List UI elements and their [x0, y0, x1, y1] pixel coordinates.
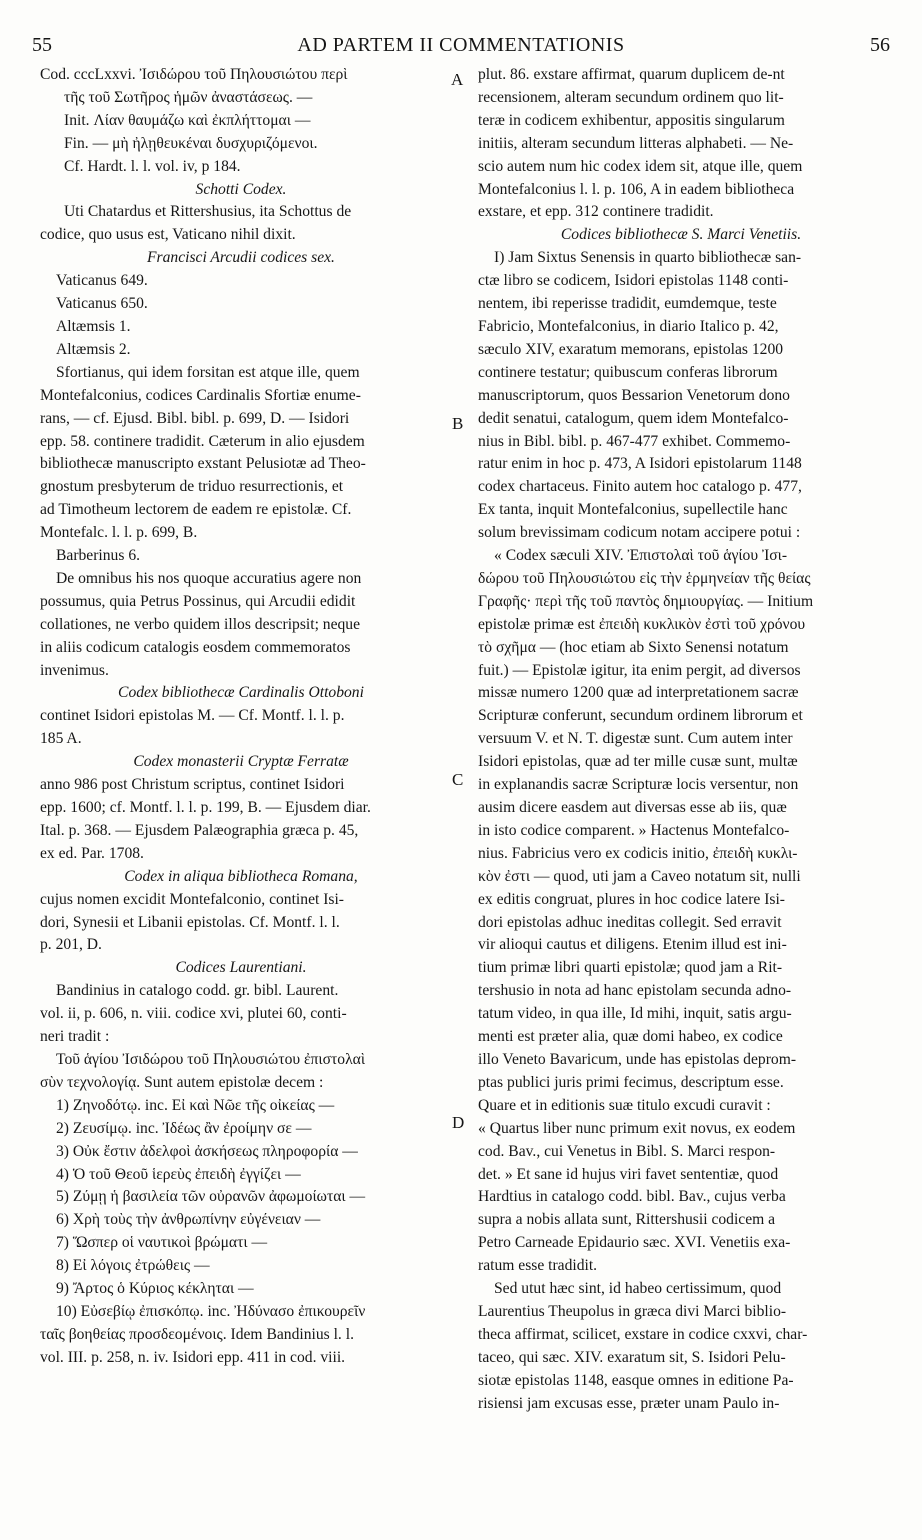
- text-line: Laurentius Theupolus in græca divi Marci biblio-: [478, 1302, 787, 1320]
- text-line: cujus nomen excidit Montefalconio, continet Isi-: [40, 890, 345, 908]
- text-line: in explanandis sacræ Scripturæ locis versentur, non: [478, 776, 799, 794]
- text-line: dedit senatui, catalogum, quem idem Montefalco-: [478, 409, 789, 427]
- text-line: epistolæ primæ est ἐπειδὴ κυκλικὸν ἐστὶ τοῦ χρόνου: [478, 615, 806, 633]
- text-line: ausim dicere easdem aut diversas esse ab iis, quæ: [478, 799, 787, 816]
- text-line: Montefalconius l. l. p. 106, A in eadem bibliotheca: [478, 180, 795, 198]
- text-line: τῆς τοῦ Σωτῆρος ἡμῶν ἀναστάσεως. —: [64, 88, 313, 106]
- left-page-number: 55: [32, 34, 52, 56]
- text-line: neri tradit :: [40, 1028, 110, 1046]
- text-line: κὸν ἐστι — quod, uti jam a Caveo notatum sit, nulli: [478, 867, 801, 885]
- text-line: ptas publici juris primi fecimus, descriptum esse.: [478, 1073, 784, 1091]
- text-line: 185 A.: [40, 730, 82, 748]
- right-page-number: 56: [870, 34, 890, 56]
- text-line: menti est præter alia, quæ domi habeo, ex codice: [478, 1028, 783, 1046]
- text-line: Cod. cccLxxvi. Ἰσιδώρου τοῦ Πηλουσιώτου περὶ: [40, 66, 348, 83]
- list-item: 3) Οὐκ ἔστιν ἀδελφοὶ ἀσκήσεως πληροφορία —: [56, 1142, 358, 1160]
- text-line: nentem, ibi reperisse tradidit, eumdemque, teste: [478, 295, 777, 313]
- text-line: Bandinius in catalogo codd. gr. bibl. Laurent.: [56, 982, 339, 1000]
- text-line: taceo, qui sæc. XIV. exaratum sit, S. Isidori Pelu-: [478, 1348, 786, 1366]
- text-line: Vaticanus 650.: [56, 295, 148, 313]
- text-line: anno 986 post Christum scriptus, continet Isidori: [40, 776, 345, 794]
- list-item: 7) Ὥσπερ οἱ ναυτικοὶ βρώματι —: [56, 1234, 268, 1252]
- text-line: Hardtius in catalogo codd. bibl. Bav., cujus verba: [478, 1188, 786, 1206]
- text-line: vir alioqui cautus et diligens. Etenim illud est ini-: [478, 936, 787, 954]
- text-line: versuum V. et N. T. digestæ sunt. Cum autem inter: [478, 730, 793, 748]
- text-line: theca affirmat, scilicet, exstare in codice cxxvi, char-: [478, 1325, 808, 1343]
- text-line: tatum video, in qua ille, Id mihi, inquit, satis argu-: [478, 1005, 792, 1023]
- list-item: 4) Ὁ τοῦ Θεοῦ ἱερεὺς ἐπειδὴ ἐγγίζει —: [56, 1165, 301, 1183]
- section-heading: Codices bibliothecæ S. Marci Venetiis.: [560, 226, 802, 244]
- text-line: supra a nobis allata sunt, Rittershusii codicem a: [478, 1211, 776, 1229]
- text-line: plut. 86. exstare affirmat, quarum duplicem de-nt: [478, 66, 785, 83]
- list-item: 2) Ζευσίμῳ. inc. Ἰδέως ἂν ἐροίμην σε —: [56, 1119, 312, 1137]
- text-line: Sfortianus, qui idem forsitan est atque ille, quem: [56, 363, 360, 381]
- list-item: 8) Εἰ λόγοις ἐτρώθεις —: [56, 1257, 210, 1275]
- text-line: vol. ii, p. 606, n. viii. codice xvi, plutei 60, conti-: [40, 1005, 347, 1023]
- text-line: δώρου τοῦ Πηλουσιώτου εἰς τὴν ἑρμηνείαν τῆς θείας: [478, 569, 811, 587]
- text-line: rans, — cf. Ejusd. Bibl. bibl. p. 699, D. — Isidori: [40, 409, 350, 427]
- text-line: Barberinus 6.: [56, 547, 141, 565]
- text-line: Altæmsis 2.: [56, 340, 131, 358]
- text-line: Fin. — μὴ ἠλῃθευκέναι δυσχυριζόμενοι.: [64, 134, 318, 152]
- text-line: initiis, alteram secundum litteras alphabeti. — Ne-: [478, 134, 794, 152]
- text-line: dori epistolas adhuc ineditas collegit. Sed erravit: [478, 913, 782, 931]
- text-line: possumus, quia Petrus Possinus, qui Arcudii edidit: [40, 592, 356, 610]
- text-line: Vaticanus 649.: [56, 272, 148, 290]
- text-line: dori, Synesii et Libanii epistolas. Cf. Montf. l. l.: [40, 913, 340, 931]
- text-line: tershusio in nota ad hanc epistolam secunda adno-: [478, 982, 792, 1000]
- list-item: 10) Εὐσεβίῳ ἐπισκόπῳ. inc. Ἠδύνασο ἐπικουρεῖν: [56, 1302, 366, 1320]
- text-line: continere testatur; quibuscum conferas librorum: [478, 363, 778, 381]
- text-line: Ital. p. 368. — Ejusdem Palæographia græca p. 45,: [40, 821, 359, 839]
- text-line: ταῖς βοηθείας προσδεομένοις. Idem Bandinius l. l.: [40, 1325, 354, 1343]
- section-heading: Francisci Arcudii codices sex.: [147, 249, 335, 267]
- text-line: Isidori epistolas, quæ ad ter mille cusæ sunt, multæ: [478, 753, 798, 771]
- text-line: Scripturæ conferunt, secundum ordinem librorum et: [478, 707, 803, 725]
- text-line: cod. Bav., cui Venetus in Bibl. S. Marci respon-: [478, 1142, 776, 1160]
- text-line: τὸ σχῆμα — (hoc etiam ab Sixto Senensi notatum: [478, 638, 789, 656]
- text-line: epp. 1600; cf. Montf. l. l. p. 199, B. — Ejusdem diar.: [40, 799, 371, 816]
- section-heading: Codices Laurentiani.: [175, 959, 307, 977]
- text-line: Uti Chatardus et Rittershusius, ita Schottus de: [64, 203, 352, 221]
- right-column: [478, 64, 884, 1415]
- text-line: Montefalc. l. l. p. 699, B.: [40, 524, 198, 542]
- text-line: manuscriptorum, quos Bessarion Venetorum dono: [478, 386, 790, 404]
- text-line: scio autem num hic codex idem sit, atque ille, quem: [478, 157, 803, 175]
- list-item: 5) Ζύμῃ ἡ βασιλεία τῶν οὐρανῶν ἀφωμοίωται —: [56, 1188, 366, 1206]
- text-line: De omnibus his nos quoque accuratius agere non: [56, 569, 362, 587]
- section-heading: Codex monasterii Cryptæ Ferratæ: [133, 753, 349, 771]
- list-item: 1) Ζηνοδότῳ. inc. Εἰ καὶ Νῶε τῆς οἰκείας —: [56, 1096, 335, 1114]
- text-line: ex editis congruat, plures in hoc codice latere Isi-: [478, 890, 785, 908]
- text-line: in isto codice comparent. » Hactenus Montefalco-: [478, 821, 790, 839]
- section-heading: Schotti Codex.: [195, 180, 287, 198]
- text-line: solum brevissimam codicum notam accipere potui :: [478, 524, 801, 542]
- text-line: bibliothecæ manuscripto exstant Pelusiotæ ad Theo-: [40, 455, 366, 473]
- text-line: Ex tanta, inquit Montefalconius, supellectile hanc: [478, 501, 788, 519]
- margin-marker-d: D: [452, 1113, 465, 1132]
- text-line: ctæ libro se codicem, Isidori epistolas 1148 conti-: [478, 272, 789, 290]
- section-heading: Codex bibliothecæ Cardinalis Ottoboni: [118, 684, 364, 702]
- text-line: ratur enim in hoc p. 473, A Isidori epistolarum 1148: [478, 455, 802, 473]
- text-line: gnostum presbyterum de triduo resurrectionis, et: [40, 478, 344, 496]
- text-line: continet Isidori epistolas M. — Cf. Montf. l. l. p.: [40, 707, 345, 725]
- text-line: « Quartus liber nunc primum exit novus, ex eodem: [478, 1119, 796, 1137]
- text-line: risiensi jam excusas esse, præter unam Paulo in-: [478, 1394, 780, 1412]
- running-header: [32, 34, 890, 60]
- text-line: collationes, ne verbo quidem illos descripsit; neque: [40, 615, 361, 633]
- text-line: Montefalconius, codices Cardinalis Sfortiæ enume-: [40, 386, 361, 404]
- text-line: σὺν τεχνολογίᾳ. Sunt autem epistolæ decem :: [40, 1073, 324, 1091]
- text-line: det. » Et sane id hujus viri favet sententiæ, quod: [478, 1165, 779, 1183]
- text-line: ratum esse tradidit.: [478, 1257, 598, 1275]
- text-line: codice, quo usus est, Vaticano nihil dixit.: [40, 226, 296, 244]
- text-line: « Codex sæculi XIV. Ἐπιστολαὶ τοῦ ἁγίου Ἰσι-: [494, 547, 788, 565]
- margin-marker-a: A: [451, 70, 464, 89]
- text-line: Γραφῆς· περὶ τῆς τοῦ παντὸς δημιουργίας. — Initium: [478, 592, 814, 610]
- running-title: AD PARTEM II COMMENTATIONIS: [297, 34, 625, 56]
- list-item: 9) Ἄρτος ὁ Κύριος κέκληται —: [56, 1280, 254, 1298]
- text-line: Sed utut hæc sint, id habeo certissimum, quod: [494, 1280, 782, 1298]
- text-line: Quare et in editionis suæ titulo excudi curavit :: [478, 1096, 771, 1114]
- text-line: tium primæ libri quarti epistolæ; quod jam a Rit-: [478, 959, 783, 977]
- section-heading: Codex in aliqua bibliotheca Romana,: [124, 867, 358, 885]
- text-line: in aliis codicum catalogis eosdem commemoratos: [40, 638, 351, 656]
- text-line: Τοῦ ἁγίου Ἰσιδώρου τοῦ Πηλουσιώτου ἐπιστολαὶ: [56, 1050, 366, 1068]
- margin-marker-b: B: [452, 414, 464, 433]
- text-line: siotæ epistolas 1148, easque omnes in editione Pa-: [478, 1371, 794, 1389]
- text-line: sæculo XIV, exaratum memorans, epistolas 1200: [478, 340, 784, 358]
- list-item: 6) Χρὴ τοὺς τὴν ἀνθρωπίνην εὐγένειαν —: [56, 1211, 321, 1229]
- text-line: illo Veneto Bavaricum, unde has epistolas deprom-: [478, 1050, 797, 1068]
- text-line: Fabricio, Montefalconius, in diario Italico p. 42,: [478, 317, 779, 335]
- text-line: epp. 58. continere tradidit. Cæterum in alio ejusdem: [40, 432, 365, 450]
- text-line: p. 201, D.: [40, 936, 102, 954]
- text-line: fuit.) — Epistolæ igitur, ita enim pergit, ad diversos: [478, 661, 801, 679]
- text-line: Cf. Hardt. l. l. vol. iv, p 184.: [64, 157, 241, 175]
- text-line: Altæmsis 1.: [56, 317, 131, 335]
- text-line: nius. Fabricius vero ex codicis initio, ἐπειδὴ κυκλι-: [478, 844, 798, 862]
- text-line: missæ numero 1200 quæ ad interpretationem sacræ: [478, 684, 799, 702]
- text-line: vol. III. p. 258, n. iv. Isidori epp. 411 in cod. viii.: [40, 1348, 346, 1366]
- text-line: recensionem, alteram secundum ordinem quo lit-: [478, 88, 784, 106]
- text-line: Init. Λίαν θαυμάζω καὶ ἐκπλήττομαι —: [64, 111, 311, 129]
- text-line: exstare, et epp. 312 continere tradidit.: [478, 203, 714, 221]
- text-line: nius in Bibl. bibl. p. 467-477 exhibet. Commemo-: [478, 432, 791, 450]
- text-line: I) Jam Sixtus Senensis in quarto bibliothecæ san-: [494, 249, 802, 267]
- left-column: [40, 64, 442, 1370]
- text-line: Petro Carneade Epidaurio sæc. XVI. Venetiis exa-: [478, 1234, 791, 1252]
- text-line: invenimus.: [40, 661, 109, 679]
- text-line: ad Timotheum lectorem de eadem re epistolæ. Cf.: [40, 501, 352, 519]
- text-line: teræ in codicem exhibentur, appositis singularum: [478, 111, 785, 129]
- margin-marker-c: C: [452, 770, 464, 789]
- text-line: codex chartaceus. Finito autem hoc catalogo p. 477,: [478, 478, 802, 496]
- text-line: ex ed. Par. 1708.: [40, 844, 144, 862]
